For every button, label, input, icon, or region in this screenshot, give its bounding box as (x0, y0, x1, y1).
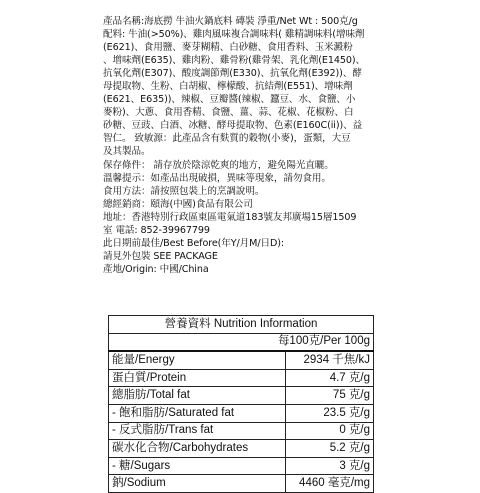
nutrient-name: 能量/Energy (109, 351, 286, 369)
nutrient-value: 3 克/g (286, 457, 374, 475)
table-row (109, 351, 374, 369)
ingredients-line: 、增味劑(E635)、雞肉粉、雞骨粉(雞骨架、乳化劑(E1450)、 (103, 55, 366, 67)
nutrient-name: 蛋白質/Protein (109, 369, 286, 387)
table-row (109, 404, 374, 422)
ingredients-line: 麥粉)、大蔥、食用香精、食鹽、薑、蒜、花椒、花椒粉、白 (103, 107, 354, 119)
table-row (109, 422, 374, 440)
table-row (109, 457, 374, 475)
storage-line: 保存條件： 請存放於陰涼乾爽的地方，避免陽光直曬。 (103, 159, 334, 171)
usage-line: 食用方法：請按照包裝上的烹調說明。 (103, 185, 265, 197)
ingredients-line: 配料: 牛油(>50%)、雞肉風味複合調味料( 雞精調味料(增味劑 (103, 29, 365, 41)
ingredients-line: 母提取物、生粉、白胡椒、檸檬酸、抗結劑(E551)、增味劑 (103, 81, 353, 93)
ingredient-label-text (103, 15, 379, 276)
nutrient-value: 4460 毫克/mg (286, 475, 374, 493)
table-row (109, 387, 374, 405)
product-name-line: 產品名稱:海底撈 牛油火鍋底料 磚裝 淨重/Net Wt : 500克/g (103, 16, 358, 27)
nutrient-name: - 反式脂肪/Trans fat (109, 422, 286, 440)
nutrition-title-row (109, 316, 374, 334)
nutrient-name: - 飽和脂肪/Saturated fat (109, 404, 286, 422)
nutrient-value: 23.5 克/g (286, 404, 374, 422)
nutrient-name: 鈉/Sodium (109, 475, 286, 493)
ingredients-line: (E621、E635))、辣椒、豆瓣醬(辣椒、蠶豆、水、食鹽、小 (103, 94, 356, 106)
allergen-line: 智仁。 致敏源：此產品含有麩質的穀物(小麥)，蛋類，大豆 (103, 133, 351, 145)
nutrient-name: - 糖/Sugars (109, 457, 286, 475)
notice-line: 溫馨提示：如產品出現破損，異味等現象，請勿食用。 (103, 172, 331, 184)
table-row (109, 369, 374, 387)
phone-line: 室 電話: 852-39967799 (103, 224, 210, 236)
nutrition-title: 營養資料 Nutrition Information (109, 316, 374, 334)
per-100g-header: 每100克/Per 100g (109, 333, 374, 351)
nutrient-name: 總脂肪/Total fat (109, 387, 286, 405)
table-row (109, 475, 374, 493)
ingredients-line: (E621)、食用鹽、麥芽糊精、白砂糖、食用香料、玉米澱粉 (103, 42, 353, 54)
table-row (109, 440, 374, 458)
address-line: 地址：香港特別行政區東區電氣道183號友邦廣場15層1509 (103, 211, 357, 223)
nutrient-name: 碳水化合物/Carbohydrates (109, 440, 286, 458)
allergen-line: 及其製品。 (103, 146, 151, 158)
ingredients-line: 抗氧化劑(E307)、酸度調節劑(E330)、抗氧化劑(E392))、酵 (103, 68, 362, 80)
distributor-line: 總經銷商：頤海(中國)食品有限公司 (103, 198, 253, 210)
nutrient-value: 4.7 克/g (286, 369, 374, 387)
nutrient-value: 2934 千焦/kJ (286, 351, 374, 369)
nutrient-value: 0 克/g (286, 422, 374, 440)
nutrient-value: 75 克/g (286, 387, 374, 405)
nutrition-table (108, 315, 374, 493)
ingredients-line: 砂糖、豆豉、白酒、冰糖、酵母提取物、色素(E160C(ii))、益 (103, 120, 363, 132)
nutrition-header-row (109, 333, 374, 351)
origin-line: 產地/Origin: 中國/China (103, 263, 209, 275)
nutrient-value: 5.2 克/g (286, 440, 374, 458)
see-package-line: 請見外包裝 SEE PACKAGE (103, 250, 218, 262)
best-before-line: 此日期前最佳/Best Before(年Y/月M/日D): (103, 237, 285, 249)
